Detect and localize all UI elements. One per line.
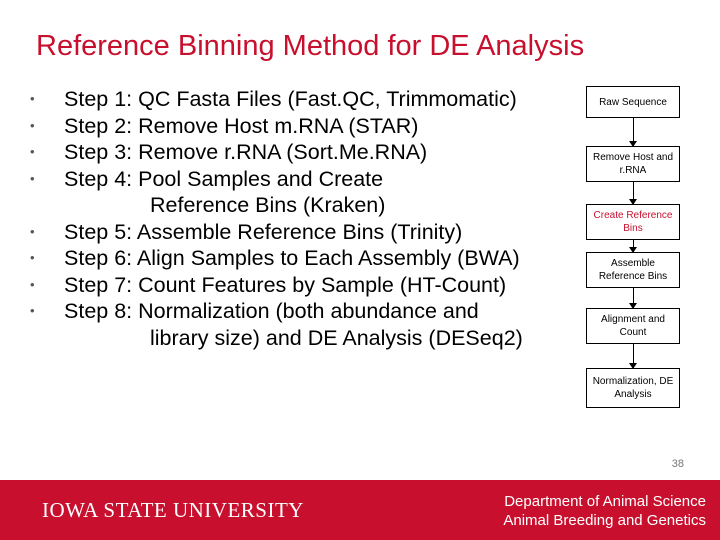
bullet-icon: •: [30, 91, 35, 106]
pipeline-flowchart: [586, 86, 682, 416]
step-item: [30, 86, 590, 113]
program-line: Animal Breeding and Genetics: [503, 512, 706, 529]
flow-box-alignment: Alignment and Count: [586, 308, 680, 344]
step-text: Step 8: Normalization (both abundance and: [64, 299, 479, 323]
flow-box-normalization: Normalization, DE Analysis: [586, 368, 680, 408]
step-list: [30, 86, 590, 351]
step-item: [30, 166, 590, 219]
flow-arrow: [633, 182, 634, 204]
flow-arrow: [633, 288, 634, 308]
step-text: Step 1: QC Fasta Files (Fast.QC, Trimmomatic): [64, 87, 517, 111]
step-item: [30, 219, 590, 246]
step-text: Step 6: Align Samples to Each Assembly (BWA): [64, 246, 520, 270]
step-text: Step 3: Remove r.RNA (Sort.Me.RNA): [64, 140, 428, 164]
flow-box-assemble-bins: Assemble Reference Bins: [586, 252, 680, 288]
flow-arrow: [633, 240, 634, 252]
bullet-icon: •: [30, 144, 35, 159]
step-text: Step 5: Assemble Reference Bins (Trinity): [64, 219, 463, 244]
footer-bar: [0, 480, 720, 540]
step-item: [30, 113, 590, 140]
flow-box-remove-host: Remove Host and r.RNA: [586, 146, 680, 182]
step-continuation: library size) and DE Analysis (DESeq2): [150, 325, 523, 350]
step-item: [30, 298, 590, 351]
page-number: 38: [671, 458, 684, 470]
bullet-icon: •: [30, 303, 35, 318]
flow-box-raw-sequence: Raw Sequence: [586, 86, 680, 118]
bullet-icon: •: [30, 223, 35, 239]
university-logo: IOWA STATE UNIVERSITY: [42, 498, 304, 522]
step-text: Step 4: Pool Samples and Create: [64, 166, 384, 191]
step-item: [30, 272, 590, 299]
step-text: Step 2: Remove Host m.RNA (STAR): [64, 113, 419, 138]
step-continuation: Reference Bins (Kraken): [150, 193, 386, 217]
bullet-icon: •: [30, 276, 35, 292]
flow-arrow: [633, 344, 634, 368]
step-text: Step 7: Count Features by Sample (HT-Count): [64, 272, 507, 297]
flow-arrow: [633, 118, 634, 146]
department-line: Department of Animal Science: [504, 493, 706, 510]
bullet-icon: •: [30, 117, 35, 133]
flow-box-create-bins: Create Reference Bins: [586, 204, 680, 240]
slide-title: Reference Binning Method for DE Analysis: [36, 30, 585, 62]
step-item: [30, 139, 590, 166]
step-item: [30, 245, 590, 272]
bullet-icon: •: [30, 170, 35, 186]
department-label: [503, 492, 706, 530]
bullet-icon: •: [30, 250, 35, 265]
